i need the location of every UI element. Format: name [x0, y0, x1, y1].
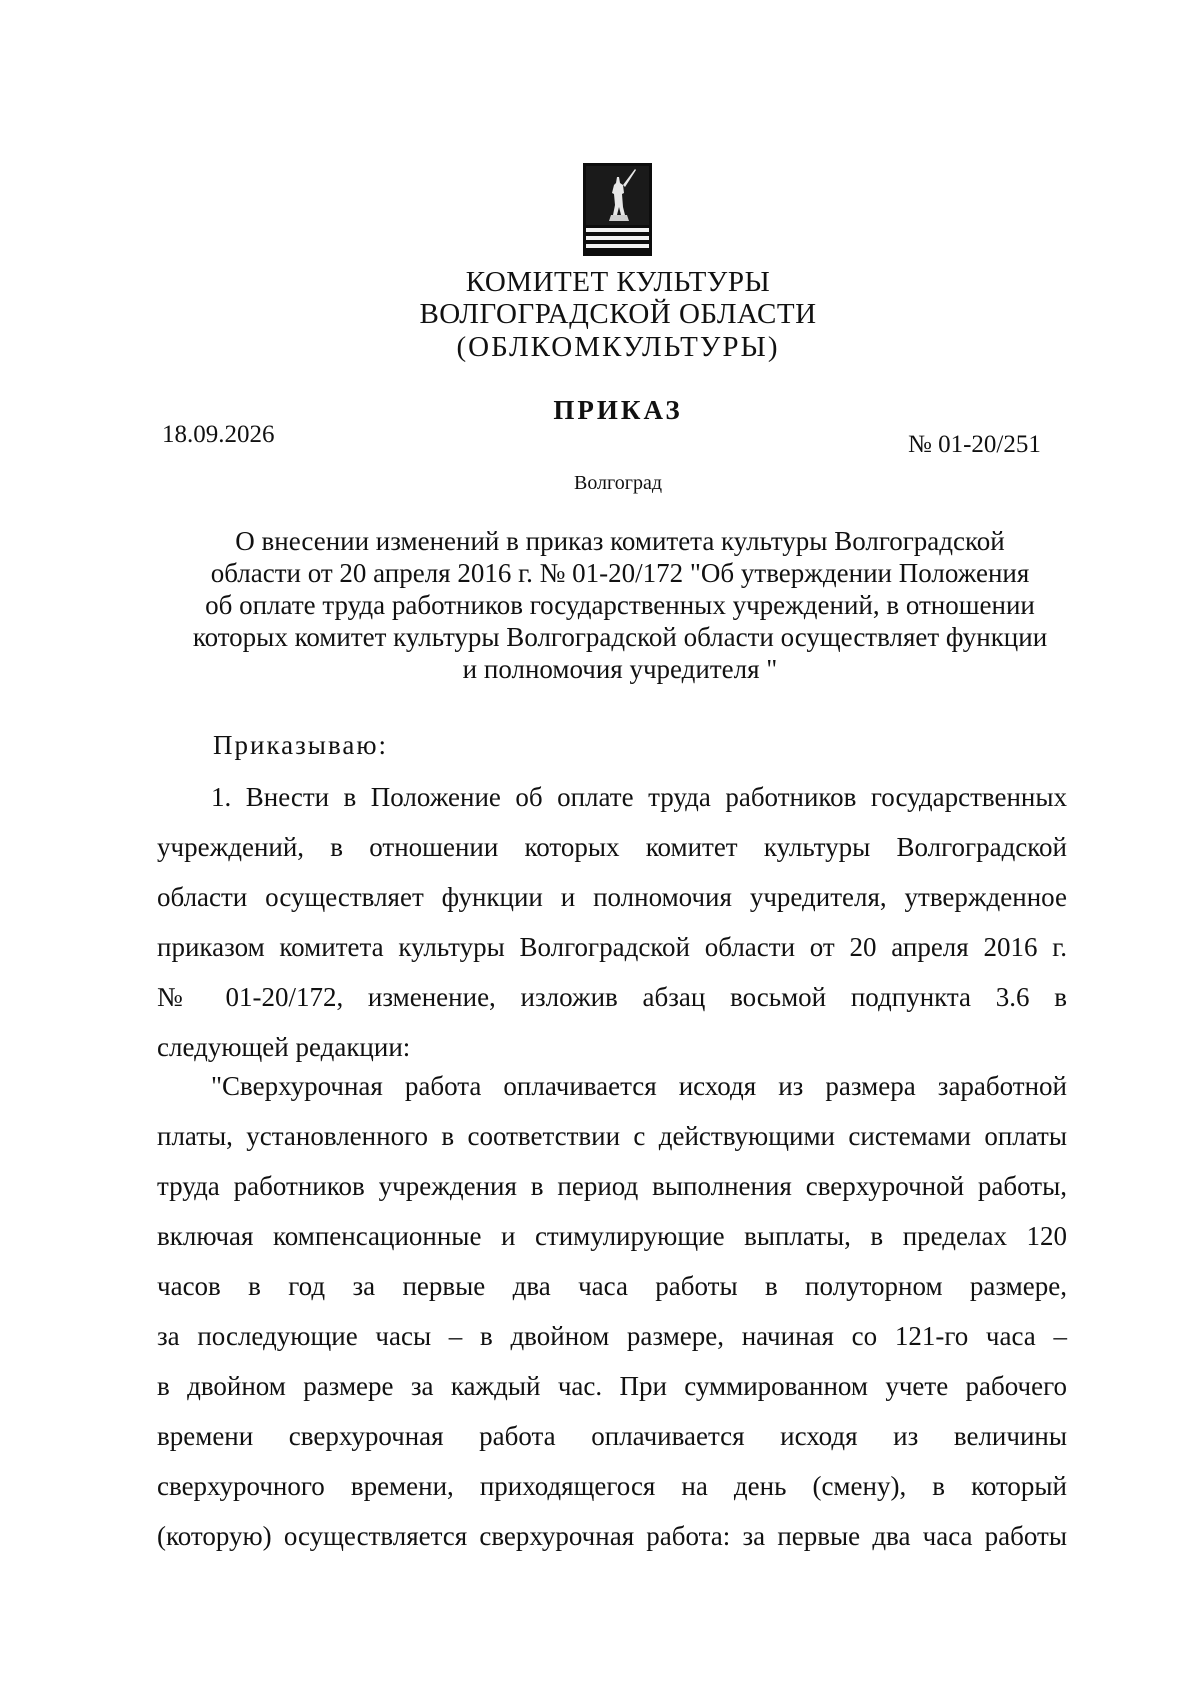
order-heading: Приказываю: [213, 730, 388, 760]
paragraph-line: № 01-20/172, изменение, изложив абзац восьмой подпункта 3.6 в [157, 982, 1067, 1012]
quoted-amendment-text [157, 1061, 1067, 1561]
paragraph-line: в двойном размере за каждый час. При суммированном учете рабочего [157, 1371, 1067, 1401]
paragraph-line: за последующие часы – в двойном размере, начиная со 121-го часа – [157, 1321, 1067, 1351]
order-item-1 [157, 772, 1067, 1072]
subject-line: и полномочия учредителя " [462, 654, 778, 684]
paragraph-line: области осуществляет функции и полномочия учредителя, утвержденное [157, 882, 1067, 912]
paragraph-line: 1. Внести в Положение об оплате труда работников государственных [211, 782, 1067, 812]
document-type: ПРИКАЗ [553, 395, 683, 425]
order-number: № 01-20/251 [908, 431, 1041, 458]
subject-line: О внесении изменений в приказ комитета культуры Волгоградской [235, 526, 1005, 556]
org-name-line1: КОМИТЕТ КУЛЬТУРЫ [465, 266, 771, 298]
volgograd-region-coat-of-arms-icon [583, 163, 652, 256]
paragraph-line: труда работников учреждения в период выполнения сверхурочной работы, [157, 1171, 1067, 1201]
paragraph-line: часов в год за первые два часа работы в полуторном размере, [157, 1271, 1067, 1301]
paragraph-line: платы, установленного в соответствии с действующими системами оплаты [157, 1121, 1067, 1151]
paragraph-line: "Сверхурочная работа оплачивается исходя из размера заработной [211, 1071, 1067, 1101]
paragraph-line: приказом комитета культуры Волгоградской области от 20 апреля 2016 г. [157, 932, 1067, 962]
order-city: Волгоград [573, 472, 663, 494]
subject-line: области от 20 апреля 2016 г. № 01-20/172 "Об утверждении Положения [210, 558, 1030, 588]
paragraph-line: сверхурочного времени, приходящегося на день (смену), в который [157, 1471, 1067, 1501]
paragraph-line: следующей редакции: [157, 1032, 411, 1062]
org-name-short: (ОБЛКОМКУЛЬТУРЫ) [456, 331, 780, 363]
paragraph-line: включая компенсационные и стимулирующие выплаты, в пределах 120 [157, 1221, 1067, 1251]
paragraph-line: учреждений, в отношении которых комитет культуры Волгоградской [157, 832, 1067, 862]
paragraph-line: (которую) осуществляется сверхурочная работа: за первые два часа работы [157, 1521, 1067, 1551]
order-subject [150, 525, 1090, 685]
paragraph-line: времени сверхурочная работа оплачивается исходя из величины [157, 1421, 1067, 1451]
order-date: 18.09.2026 [162, 421, 275, 448]
subject-line: об оплате труда работников государственных учреждений, в отношении [205, 590, 1035, 620]
org-name-line2: ВОЛГОГРАДСКОЙ ОБЛАСТИ [419, 298, 817, 330]
subject-line: которых комитет культуры Волгоградской области осуществляет функции [192, 622, 1048, 652]
